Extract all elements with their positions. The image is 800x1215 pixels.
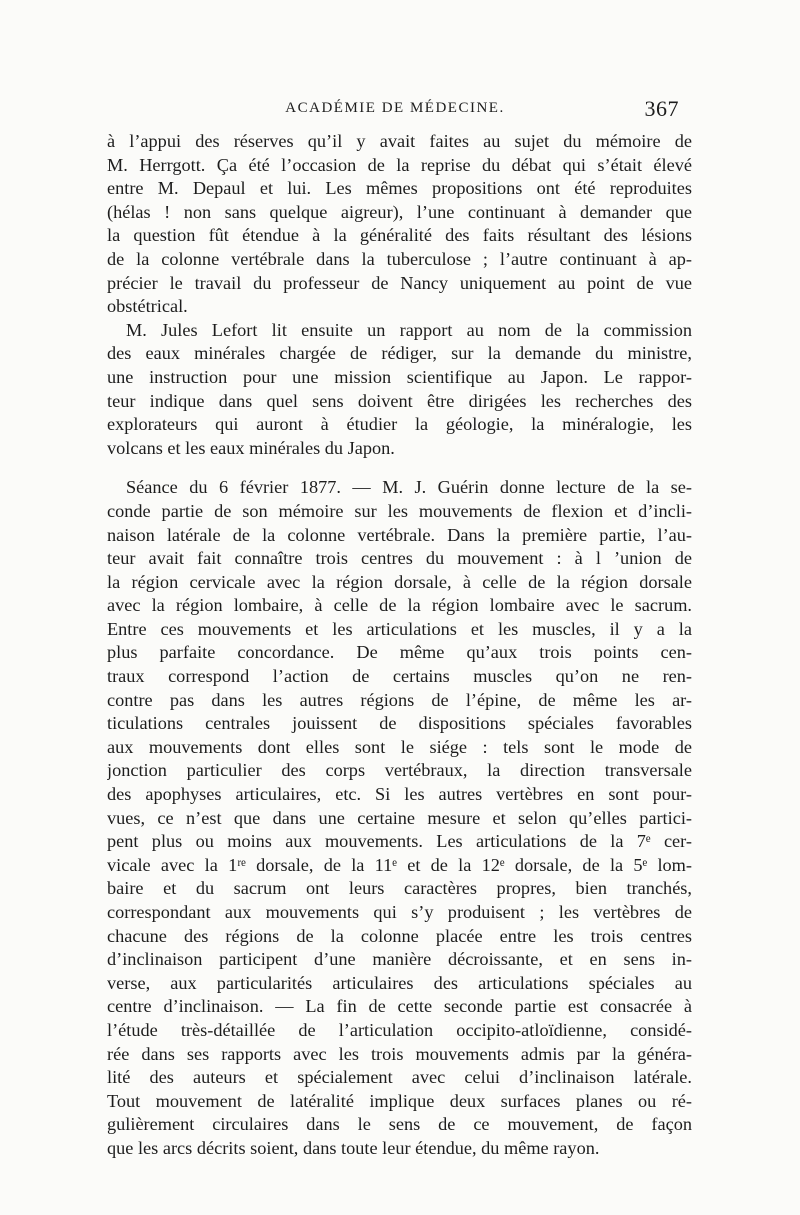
text-line: l’étude très-détaillée de l’articulation occipito-atloïdienne, considé-	[107, 1019, 692, 1040]
text-line: baire et du sacrum ont leurs caractères propres, bien tranchés,	[107, 878, 692, 899]
text-line: rée dans ses rapports avec les trois mouvements admis par la généra-	[107, 1043, 692, 1064]
text-line: verse, aux particularités articulaires des articulations spéciales au	[107, 972, 692, 993]
text-line: ticulations centrales jouissent de dispositions spéciales favorables	[107, 713, 692, 734]
text-line: teur avait fait connaître trois centres du mouvement : à l ’union de	[107, 548, 692, 569]
text-line: vues, ce n’est que dans une certaine mesure et selon qu’elles partici-	[107, 807, 692, 828]
paragraph	[107, 319, 692, 461]
text-line: chacune des régions de la colonne placée entre les trois centres	[107, 925, 692, 946]
text-line: la question fût étendue à la généralité des faits résultant des lésions	[107, 225, 692, 246]
text-line: centre d’inclinaison. — La fin de cette seconde partie est consacrée à	[107, 996, 692, 1017]
text-line: teur indique dans quel sens doivent être dirigées les recherches des	[107, 390, 692, 411]
text-line: Entre ces mouvements et les articulations et les muscles, il y a la	[107, 618, 692, 639]
text-line: précier le travail du professeur de Nancy uniquement au point de vue	[107, 272, 692, 293]
running-title: ACADÉMIE DE MÉDECINE.	[285, 100, 505, 116]
text-line: des apophyses articulaires, etc. Si les autres vertèbres en sont pour-	[107, 784, 692, 805]
text-line: de la colonne vertébrale dans la tuberculose ; l’autre continuant à ap-	[107, 248, 692, 269]
text-line: à l’appui des réserves qu’il y avait faites au sujet du mémoire de	[107, 131, 692, 151]
text-line: contre pas dans les autres régions de l’épine, de même les ar-	[107, 689, 692, 710]
running-head	[107, 98, 683, 124]
body-text	[107, 130, 692, 1161]
text-line: conde partie de son mémoire sur les mouvements de flexion et d’incli-	[107, 500, 692, 521]
text-line: plus parfaite concordance. De même qu’aux trois points cen-	[107, 642, 692, 663]
paragraph	[107, 476, 692, 1160]
text-line: Tout mouvement de latéralité implique deux surfaces planes ou ré-	[107, 1090, 692, 1111]
text-line: volcans et les eaux minérales du Japon.	[107, 437, 395, 458]
text-line: des eaux minérales chargée de rédiger, sur la demande du ministre,	[107, 343, 692, 364]
text-line: que les arcs décrits soient, dans toute leur étendue, du même rayon.	[107, 1137, 600, 1158]
text-line: avec la région lombaire, à celle de la région lombaire avec le sacrum.	[107, 595, 692, 616]
text-line: gulièrement circulaires dans le sens de ce mouvement, de façon	[107, 1114, 692, 1135]
text-line: naison latérale de la colonne vertébrale. Dans la première partie, l’au-	[107, 524, 692, 545]
text-line: correspondant aux mouvements qui s’y produisent ; les vertèbres de	[107, 902, 692, 922]
text-line: jonction particulier des corps vertébraux, la direction transversale	[107, 760, 692, 781]
text-line: la région cervicale avec la région dorsale, à celle de la région dorsale	[107, 571, 692, 592]
text-line: M. Herrgott. Ça été l’occasion de la reprise du débat qui s’était élevé	[107, 154, 692, 175]
text-line: M. Jules Lefort lit ensuite un rapport au nom de la commission	[126, 319, 692, 340]
text-line: traux correspond l’action de certains muscles qu’on ne ren-	[107, 666, 692, 687]
text-line: vicale avec la 1ʳᵉ dorsale, de la 11ᵉ et de la 12ᵉ dorsale, de la 5ᵉ lom-	[107, 854, 692, 875]
text-line: (hélas ! non sans quelque aigreur), l’une continuant à demander que	[107, 201, 692, 222]
text-line: d’inclinaison participent d’une manière décroissante, et en sens in-	[107, 949, 692, 970]
text-line: aux mouvements dont elles sont le siége : tels sont le mode de	[107, 736, 692, 757]
paragraph	[107, 130, 692, 319]
page-number: 367	[644, 96, 679, 121]
text-line: pent plus ou moins aux mouvements. Les articulations de la 7ᵉ cer-	[107, 831, 692, 852]
text-line: une instruction pour une mission scientifique au Japon. Le rappor-	[107, 366, 692, 387]
text-line: lité des auteurs et spécialement avec celui d’inclinaison latérale.	[107, 1067, 692, 1088]
text-line: Séance du 6 février 1877. — M. J. Guérin donne lecture de la se-	[126, 477, 692, 498]
text-line: entre M. Depaul et lui. Les mêmes propositions ont été reproduites	[107, 178, 692, 199]
text-line: explorateurs qui auront à étudier la géologie, la minéralogie, les	[107, 414, 692, 435]
text-line: obstétrical.	[107, 296, 188, 317]
paragraph-gap	[107, 460, 692, 476]
